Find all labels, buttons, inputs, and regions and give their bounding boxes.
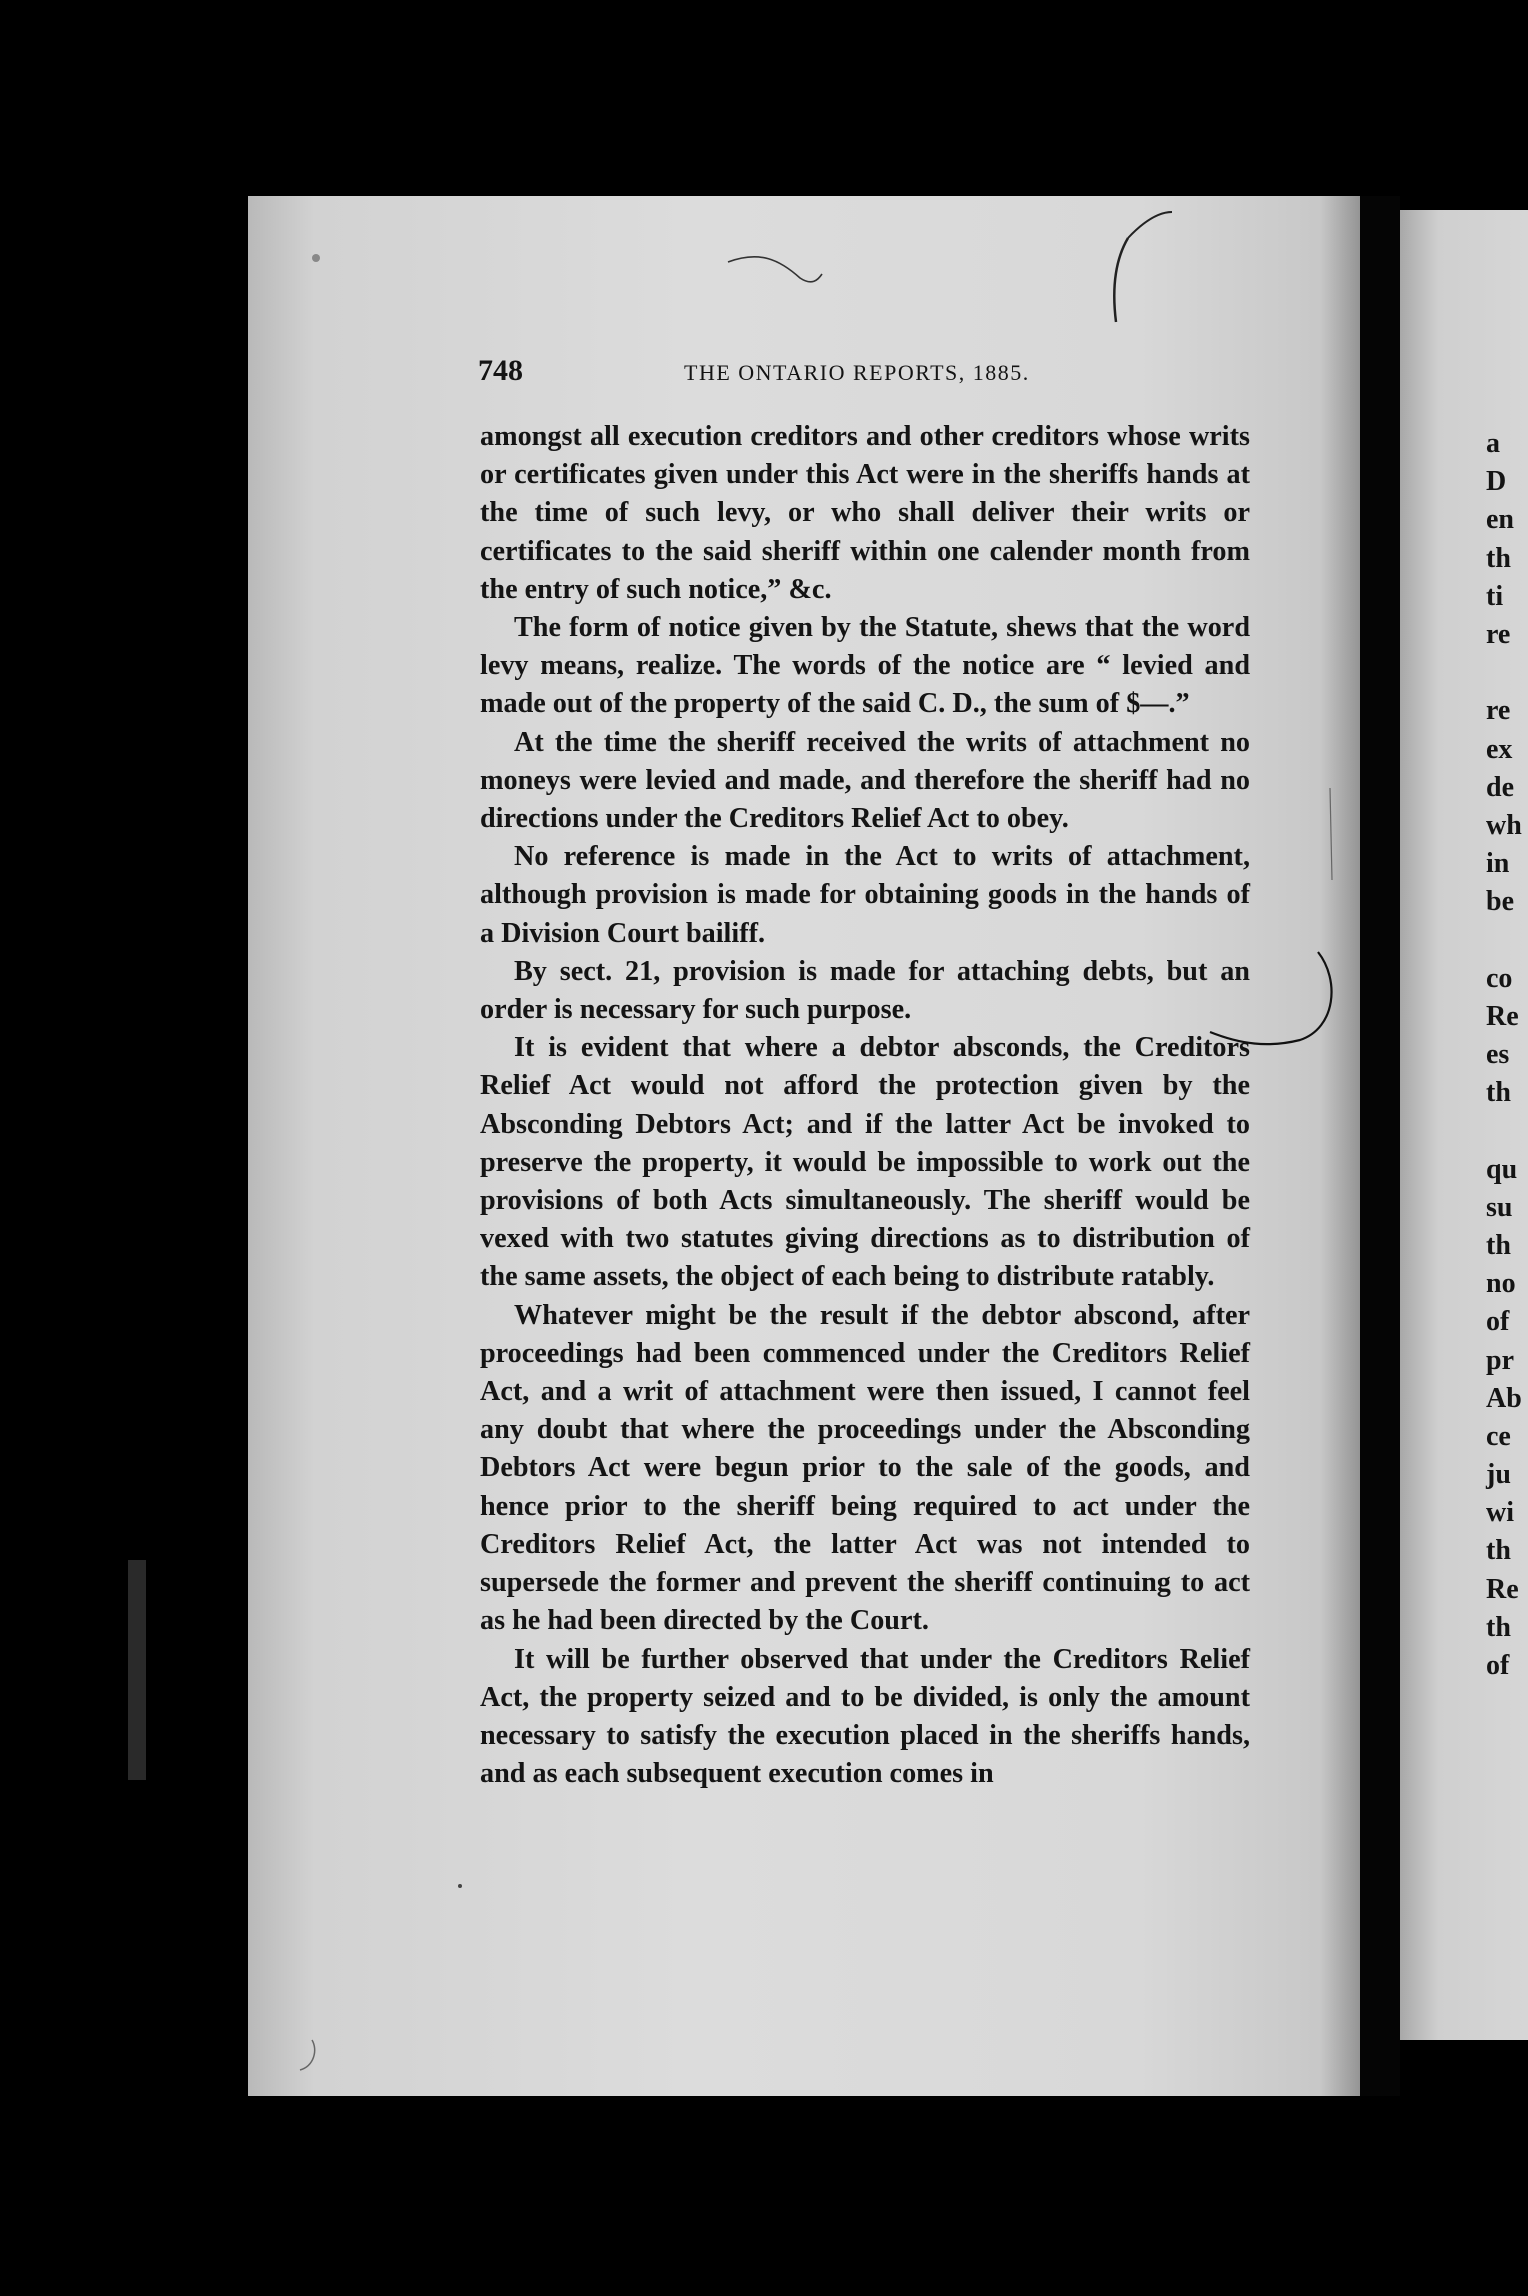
book-gutter [1360, 196, 1400, 2096]
page-number: 748 [478, 354, 523, 387]
paragraph-8: It will be further observed that under the Creditors Relief Act, the property seized and to be divided, is only the amount necessary to satisfy the execution placed in the sheriffs hands, and as each subsequent execution comes in [480, 1643, 1250, 1790]
facing-page-fragment: D [1486, 466, 1507, 498]
facing-page-fragment: a [1486, 428, 1500, 459]
facing-page-fragment: ex [1486, 733, 1513, 765]
running-head: THE ONTARIO REPORTS, 1885. [684, 360, 1030, 385]
facing-page-fragment: ju [1486, 1459, 1511, 1491]
facing-page-fragment: Ab [1486, 1382, 1522, 1414]
page-edge-shadow [1320, 196, 1360, 2096]
facing-page-fragment: th [1486, 1611, 1511, 1643]
facing-page-fragment: co [1486, 962, 1513, 994]
facing-page-fragment: ce [1486, 1420, 1511, 1452]
facing-page-fragment: of [1486, 1650, 1510, 1681]
body-text [480, 418, 1250, 1793]
facing-page-fragment: de [1486, 771, 1514, 803]
facing-page-fragment: ti [1486, 580, 1504, 612]
facing-page-fragment: in [1486, 848, 1510, 880]
facing-page-text [1486, 425, 1528, 1685]
paragraph-3: At the time the sheriff received the writs of attachment no moneys were levied and made, and therefore the sheriff had no directions under the Creditors Relief Act to obey. [480, 726, 1250, 835]
facing-page-fragment [1486, 921, 1528, 959]
facing-page-fragment: be [1486, 886, 1514, 918]
facing-page-fragment: pr [1486, 1344, 1514, 1376]
page-header [478, 354, 1248, 394]
facing-page-fragment: th [1486, 1535, 1511, 1567]
scan-artifact [128, 1560, 146, 1780]
facing-page-fragment: th [1486, 1229, 1511, 1261]
facing-page-fragment: th [1486, 542, 1511, 574]
facing-page-fragment: Re [1486, 1000, 1519, 1032]
paragraph-2: The form of notice given by the Statute, shews that the word levy means, realize. The words of the notice are “ levied and made out of the property of the said C. D., the sum of $—.” [480, 612, 1250, 720]
facing-page-fragment: wi [1486, 1497, 1514, 1529]
facing-page-fragment: en [1486, 504, 1514, 536]
facing-page-fragment: Re [1486, 1573, 1519, 1605]
facing-page-fragment: of [1486, 1306, 1510, 1338]
paragraph-5: By sect. 21, provision is made for attaching debts, but an order is necessary for such purpose. [480, 955, 1250, 1026]
facing-page-fragment: re [1486, 695, 1511, 727]
paragraph-1: amongst all execution creditors and other creditors whose writs or certificates given under this Act were in the sheriffs hands at the time of such levy, or who shall deliver their writs or certificates to the said sheriff within one calender month from the entry of such notice,” &c. [480, 421, 1250, 605]
facing-page-fragment: re [1486, 618, 1511, 650]
facing-page-fragment [1486, 654, 1528, 692]
facing-page-fragment: es [1486, 1039, 1510, 1070]
facing-page-fragment [1486, 1112, 1528, 1150]
facing-page-fragment: su [1486, 1191, 1513, 1223]
facing-page-fragment: no [1486, 1268, 1516, 1300]
paragraph-6: It is evident that where a debtor absconds, the Creditors Relief Act would not afford the protection given by the Absconding Debtors Act; and if the latter Act be invoked to preserve the property, it would be impossible to work out the provisions of both Acts simultaneously. The sheriff would be vexed with two statutes giving directions as to distribution of the same assets, the object of each being to distribute ratably. [480, 1032, 1250, 1293]
facing-page-fragment: wh [1486, 809, 1522, 841]
paragraph-4: No reference is made in the Act to writs of attachment, although provision is made for obtaining goods in the hands of a Division Court bailiff. [480, 841, 1250, 949]
paragraph-7: Whatever might be the result if the debtor abscond, after proceedings had been commenced under the Creditors Relief Act, and a writ of attachment were then issued, I cannot feel any doubt that where the proceedings under the Absconding Debtors Act were begun prior to the sale of the goods, and hence prior to the sheriff being required to act under the Creditors Relief Act, the latter Act was not intended to supersede the former and prevent the sheriff continuing to act as he had been directed by the Court. [480, 1299, 1250, 1637]
facing-page-fragment: th [1486, 1077, 1511, 1109]
facing-page-fragment: qu [1486, 1153, 1518, 1185]
